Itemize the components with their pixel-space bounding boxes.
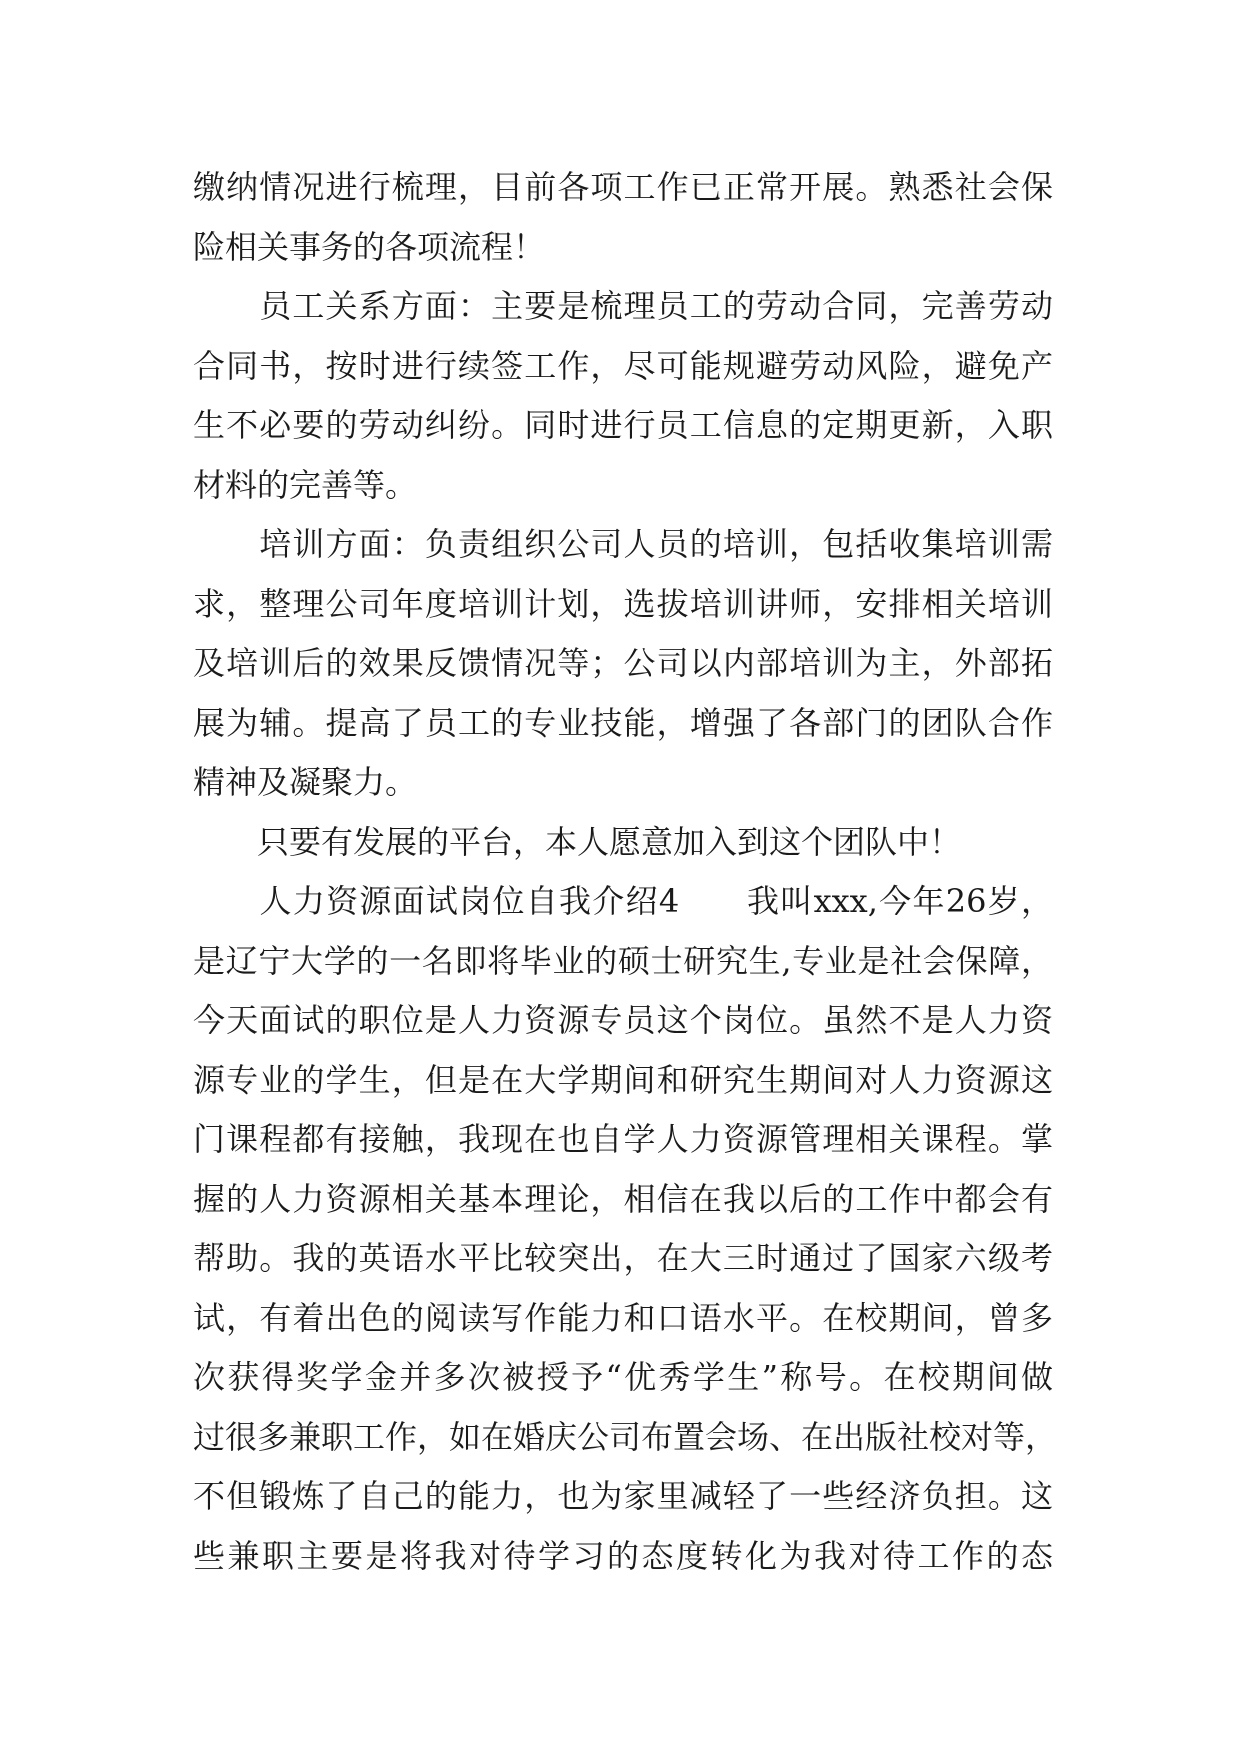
text-line: 些兼职主要是将我对待学习的态度转化为我对待工作的态 bbox=[193, 1536, 1053, 1575]
text-line: 材料的完善等。 bbox=[193, 465, 418, 504]
text-line: 求，整理公司年度培训计划，选拔培训讲师，安排相关培训 bbox=[193, 584, 1053, 623]
text-line: 是辽宁大学的一名即将毕业的硕士研究生,专业是社会保障， bbox=[193, 941, 1053, 980]
text-line: 险相关事务的各项流程！ bbox=[193, 227, 546, 266]
text-line: 源专业的学生，但是在大学期间和研究生期间对人力资源这 bbox=[193, 1060, 1053, 1099]
text-line: 试，有着出色的阅读写作能力和口语水平。在校期间，曾多 bbox=[193, 1298, 1053, 1337]
text-line: 合同书，按时进行续签工作，尽可能规避劳动风险，避免产 bbox=[193, 346, 1053, 385]
text-line: 只要有发展的平台，本人愿意加入到这个团队中！ bbox=[193, 822, 962, 861]
text-line: 过很多兼职工作，如在婚庆公司布置会场、在出版社校对等， bbox=[193, 1417, 1058, 1456]
document-body bbox=[193, 158, 1058, 1586]
text-line: 缴纳情况进行梳理，目前各项工作已正常开展。熟悉社会保 bbox=[193, 168, 1053, 206]
text-line: 精神及凝聚力。 bbox=[193, 763, 418, 801]
text-line: 生不必要的劳动纠纷。同时进行员工信息的定期更新，入职 bbox=[193, 406, 1053, 444]
text-line: 握的人力资源相关基本理论，相信在我以后的工作中都会有 bbox=[193, 1179, 1053, 1218]
text-line: 门课程都有接触，我现在也自学人力资源管理相关课程。掌 bbox=[193, 1120, 1053, 1158]
text-line: 培训方面：负责组织公司人员的培训，包括收集培训需 bbox=[193, 525, 1053, 563]
text-line: 今天面试的职位是人力资源专员这个岗位。虽然不是人力资 bbox=[193, 1001, 1053, 1039]
text-line: 帮助。我的英语水平比较突出，在大三时通过了国家六级考 bbox=[193, 1239, 1053, 1277]
text-line: 不但锻炼了自己的能力，也为家里减轻了一些经济负担。这 bbox=[193, 1477, 1053, 1515]
text-line: 展为辅。提高了员工的专业技能，增强了各部门的团队合作 bbox=[193, 703, 1053, 742]
text-line: 及培训后的效果反馈情况等；公司以内部培训为主，外部拓 bbox=[193, 644, 1053, 682]
text-line: 次获得奖学金并多次被授予“优秀学生”称号。在校期间做 bbox=[193, 1358, 1053, 1396]
text-line: 员工关系方面：主要是梳理员工的劳动合同，完善劳动 bbox=[193, 287, 1053, 325]
text-line: 人力资源面试岗位自我介绍4 我叫xxx,今年26岁， bbox=[193, 882, 1053, 920]
